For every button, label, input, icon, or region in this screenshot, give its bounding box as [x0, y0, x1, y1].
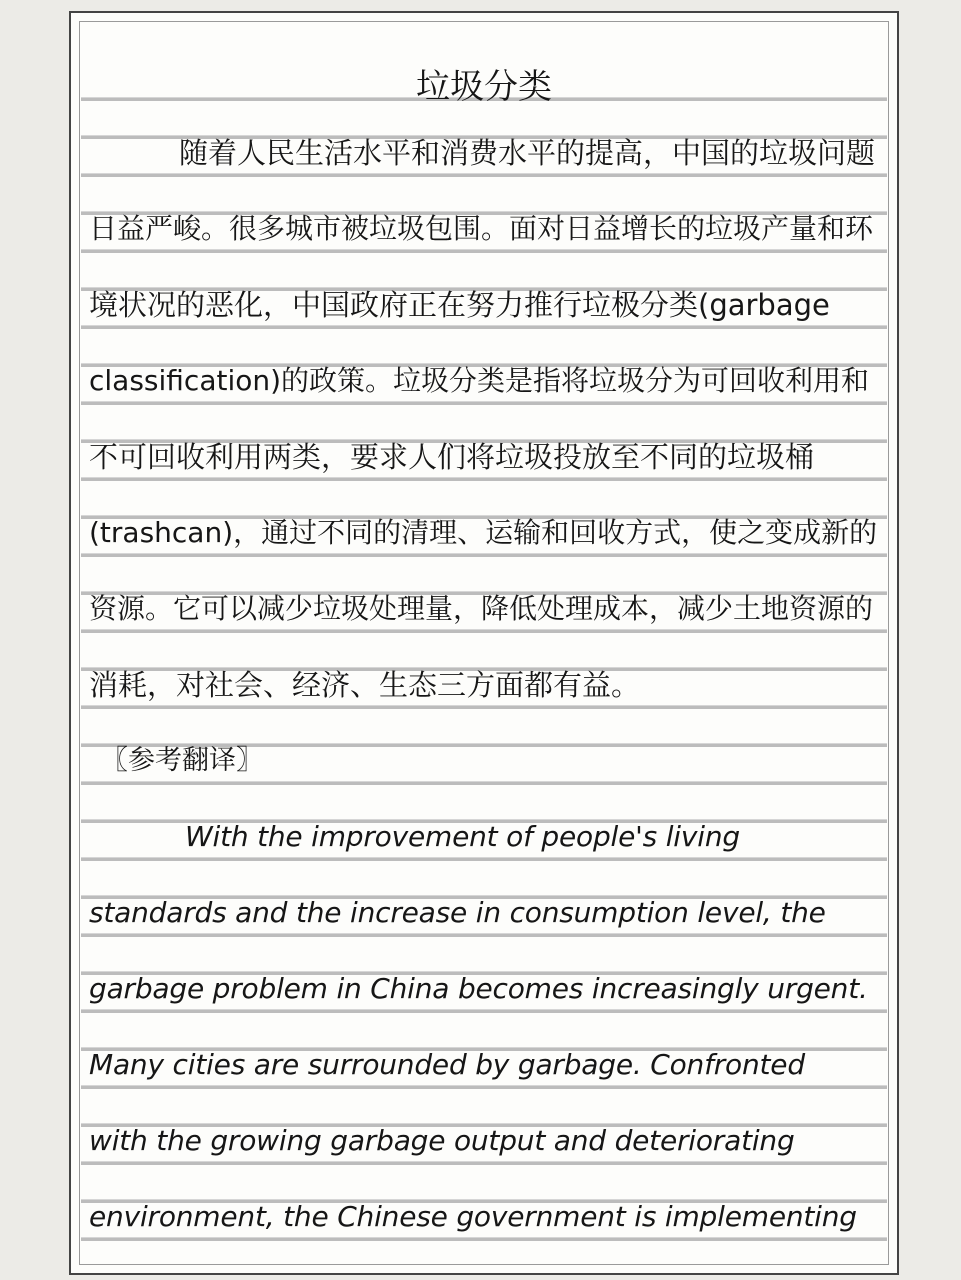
rule-line [81, 1161, 887, 1165]
rule-line [81, 477, 887, 481]
chinese-text-line: 境状况的恶化，中国政府正在努力推行垃极分类(garbage [89, 288, 830, 322]
chinese-text-line: 资源。它可以减少垃圾处理量，降低处理成本，减少土地资源的 [89, 592, 874, 625]
rule-line [81, 249, 887, 253]
rule-line [81, 933, 887, 937]
chinese-text-line: 随着人民生活水平和消费水平的提高，中国的垃圾问题 [179, 136, 876, 170]
rule-line [81, 629, 887, 633]
chinese-text-line: 消耗，对社会、经济、生态三方面都有益。 [89, 668, 641, 702]
rule-line [81, 401, 887, 405]
rule-line [81, 1237, 887, 1241]
page-title: 垃圾分类 [416, 67, 552, 107]
chinese-text-line: 日益严峻。很多城市被垃圾包围。面对日益增长的垃圾产量和环 [89, 212, 874, 245]
english-text-line: garbage problem in China becomes increasingly urgent. [89, 972, 868, 1005]
english-text-line: With the improvement of people's living [185, 820, 740, 853]
english-text-line: Many cities are surrounded by garbage. Confronted [89, 1048, 805, 1081]
notebook-page [69, 11, 899, 1275]
english-text-line: with the growing garbage output and deteriorating [89, 1124, 795, 1157]
rule-line [81, 1009, 887, 1013]
chinese-text-line: 不可回收利用两类，要求人们将垃圾投放至不同的垃圾桶 [89, 440, 815, 474]
rule-line [81, 173, 887, 177]
chinese-text-line: (trashcan)，通过不同的清理、运输和回收方式，使之变成新的 [89, 516, 878, 549]
rule-line [81, 325, 887, 329]
chinese-text-line: classification)的政策。垃圾分类是指将垃圾分为可回收利用和 [89, 364, 870, 397]
section-label: 〖参考翻译〗 [101, 745, 263, 776]
rule-line [81, 705, 887, 709]
english-text-line: standards and the increase in consumption level, the [89, 896, 826, 929]
rule-line [81, 857, 887, 861]
rule-line [81, 781, 887, 785]
rule-line [81, 1085, 887, 1089]
rule-line [81, 553, 887, 557]
english-text-line: environment, the Chinese government is implementing [89, 1200, 857, 1233]
